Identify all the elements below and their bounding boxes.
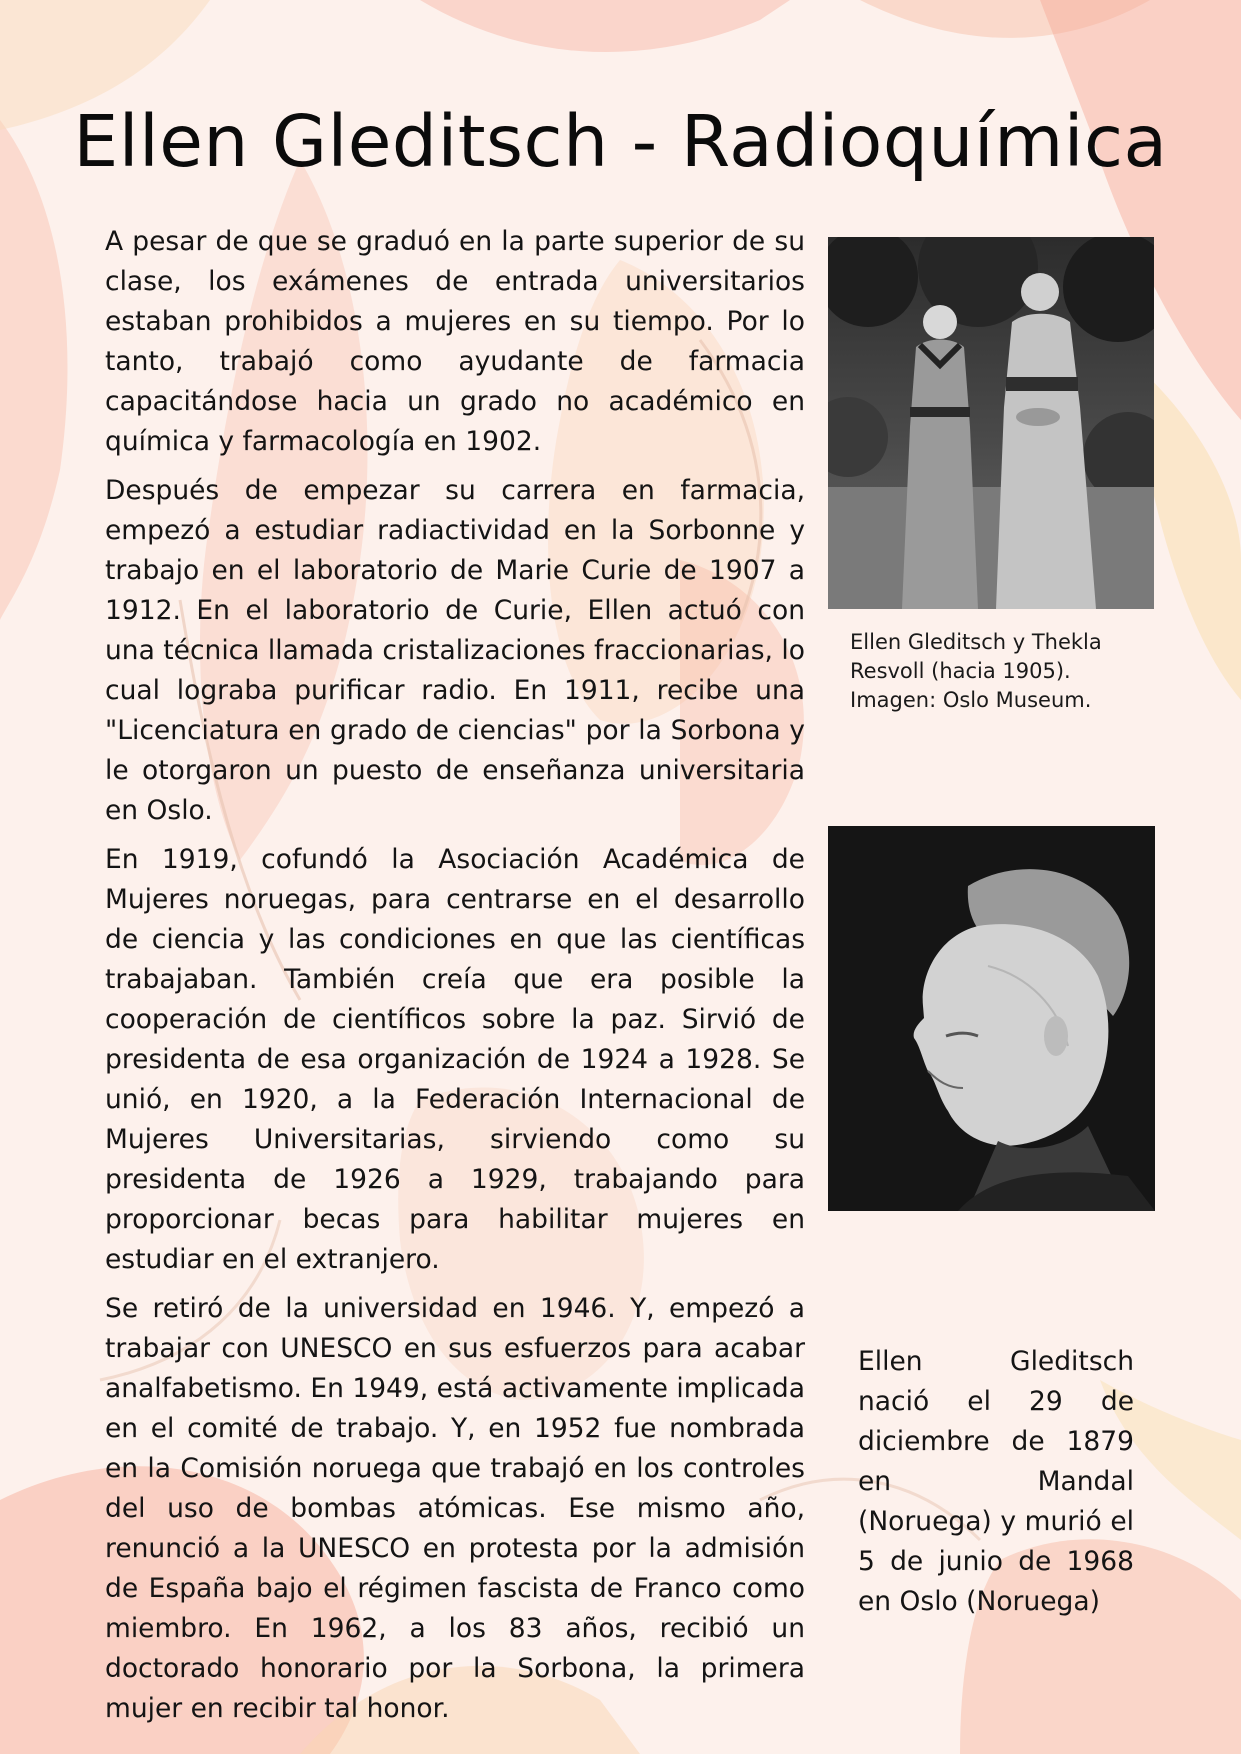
photo-gleditsch-resvoll — [828, 237, 1154, 609]
caption-line: Imagen: Oslo Museum. — [850, 688, 1092, 712]
paragraph-retirement: Se retiró de la universidad en 1946. Y, empezó a trabajar con UNESCO en sus esfuerzos para acabar analfabetismo. En 1949, está activamente implicada en el comité de trabajo. Y, en 1952 fue nombrada en la Comisión noruega que trabajó en los controles del uso de bombas atómicas. Ese mismo año, renunció a la UNESCO en protesta por la admisión de España bajo el régimen fascista de Franco como miembro. En 1962, a los 83 años, recibió un doctorado honorario por la Sorbona, la primera mujer en recibir tal honor. — [105, 1293, 805, 1724]
paragraph-education: A pesar de que se graduó en la parte superior de su clase, los exámenes de entrada universitarios estaban prohibidos a mujeres en su tiempo. Por lo tanto, trabajó como ayudante de farmacia capacitándose hacia un grado no académico en química y farmacología en 1902. — [105, 226, 805, 457]
paragraph-career: Después de empezar su carrera en farmacia, empezó a estudiar radiactividad en la Sorbonne y trabajo en el laboratorio de Marie Curie de 1907 a 1912. En el laboratorio de Curie, Ellen actuó con una técnica llamada cristalizaciones fraccionarias, lo cual lograba purificar radio. En 1911, recibe una "Licenciatura en grado de ciencias" por la Sorbona y le otorgaron un puesto de enseñanza universitaria en Oslo. — [105, 475, 805, 826]
page-title: Ellen Gleditsch - Radioquímica — [73, 100, 1168, 183]
paragraph-associations: En 1919, cofundó la Asociación Académica de Mujeres noruegas, para centrarse en el desarrollo de ciencia y las condiciones en que las científicas trabajaban. También creía que era posible la cooperación de científicos sobre la paz. Sirvió de presidenta de esa organización de 1924 a 1928. Se unió, en 1920, a la Federación Internacional de Mujeres Universitarias, sirviendo como su presidenta de 1926 a 1929, trabajando para proporcionar becas para habilitar mujeres en estudiar en el extranjero. — [105, 844, 805, 1275]
caption-line: Ellen Gleditsch y Thekla — [850, 630, 1102, 654]
caption-line: Resvoll (hacia 1905). — [850, 659, 1071, 683]
photo-caption — [850, 628, 1150, 715]
birth-death-note: Ellen Gleditsch nació el 29 de diciembre de 1879 en Mandal (Noruega) y murió el 5 de junio de 1968 en Oslo (Noruega) — [858, 1346, 1134, 1617]
article-body — [105, 222, 805, 1738]
portrait-gleditsch — [828, 826, 1155, 1211]
